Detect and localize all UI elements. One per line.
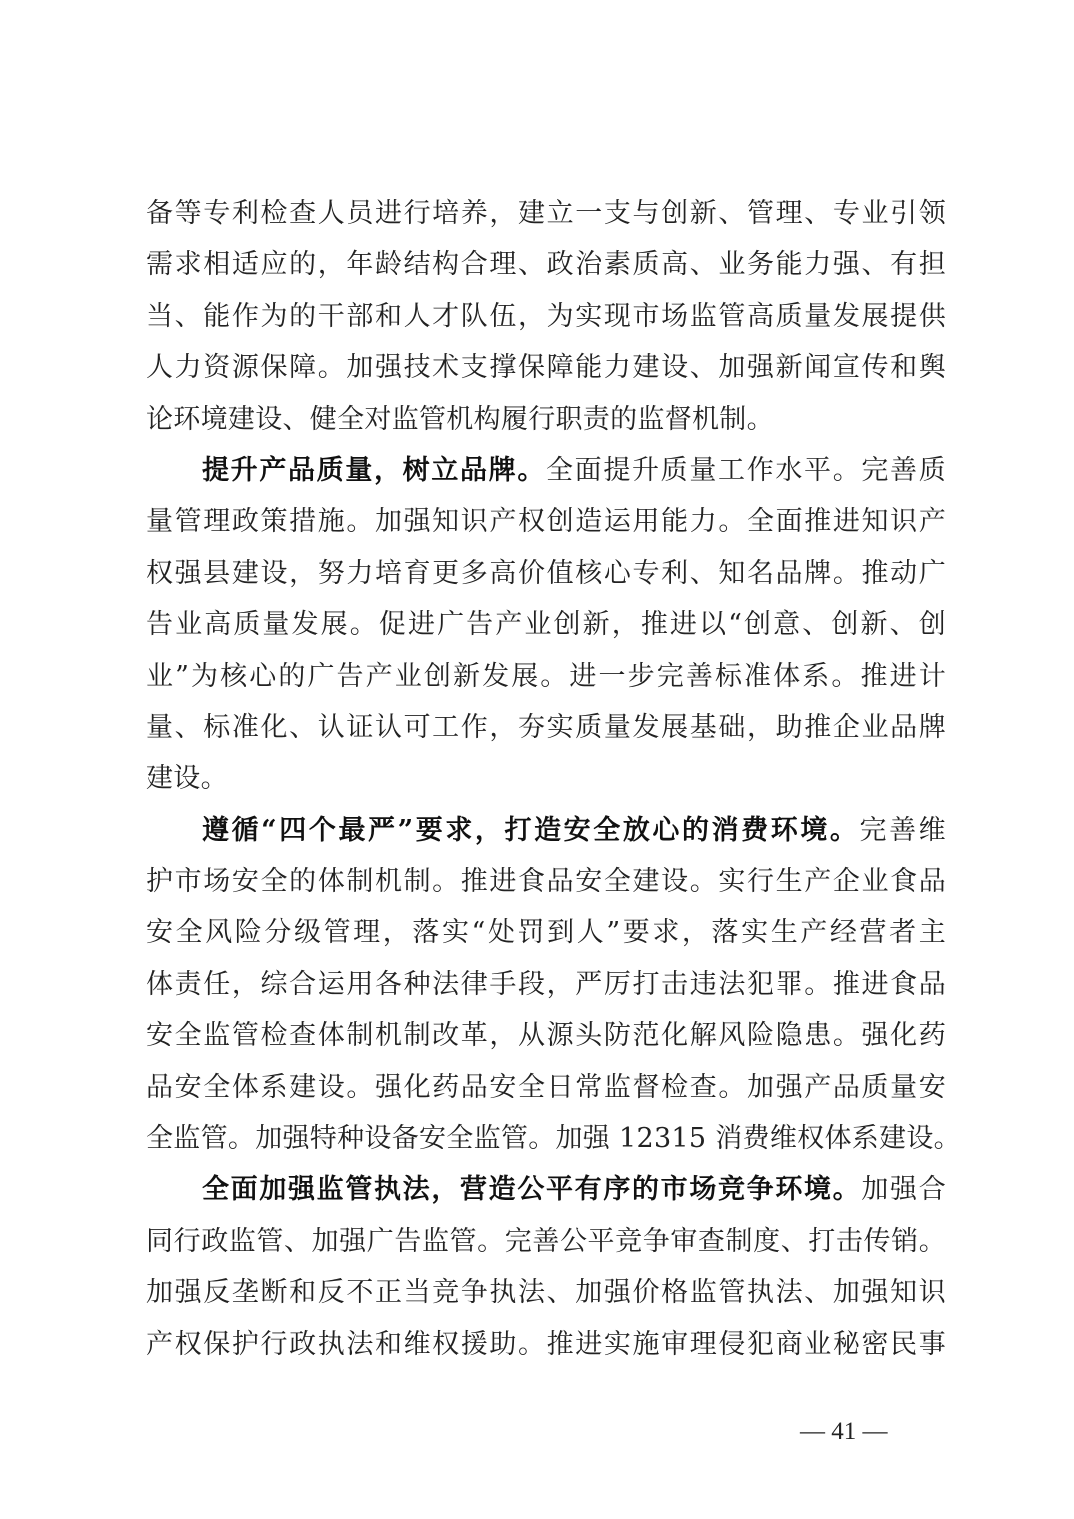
text-line [146,805,946,856]
text-line: 权强县建设，努力培育更多高价值核心专利、知名品牌。推动广 [146,557,946,589]
text-run: 完善维 [859,814,946,846]
text-line [146,445,946,496]
paragraph [146,445,946,805]
text-line: 量管理政策措施。加强知识产权创造运用能力。全面推进知识产 [146,506,946,538]
text-line: 安全监管检查体制机制改革，从源头防范化解风险隐患。强化药 [146,1020,946,1052]
text-line: 当、能作为的干部和人才队伍，为实现市场监管高质量发展提供 [146,300,946,332]
text-line: 论环境建设、健全对监管机构履行职责的监督机制。 [146,403,774,435]
text-line: 安全风险分级管理，落实“处罚到人”要求，落实生产经营者主 [146,917,946,949]
text-line: 同行政监管、加强广告监管。完善公平竞争审查制度、打击传销。 [146,1225,946,1257]
paragraph [146,1164,946,1370]
paragraph-heading: 提升产品质量，树立品牌。 [202,454,547,486]
text-line: 品安全体系建设。强化药品安全日常监督检查。加强产品质量安 [146,1071,946,1103]
paragraph [146,188,946,445]
text-line: 全监管。加强特种设备安全监管。加强 12315 消费维权体系建设。 [146,1123,961,1155]
text-line: 建设。 [146,763,228,795]
text-run: 全面提升质量工作水平。完善质 [546,454,946,486]
text-line: 量、标准化、认证认可工作，夯实质量发展基础，助推企业品牌 [146,711,946,743]
text-line: 体责任，综合运用各种法律手段，严厉打击违法犯罪。推进食品 [146,968,946,1000]
text-line: 备等专利检查人员进行培养，建立一支与创新、管理、专业引领 [146,198,946,229]
paragraph [146,805,961,1165]
text-line: 业”为核心的广告产业创新发展。进一步完善标准体系。推进计 [146,660,946,692]
page-number: — 41 — [800,1418,888,1445]
body-text [146,188,961,1370]
text-line: 人力资源保障。加强技术支撑保障能力建设、加强新闻宣传和舆 [146,352,946,384]
text-line: 需求相适应的，年龄结构合理、政治素质高、业务能力强、有担 [146,249,946,281]
text-line [146,1164,946,1215]
text-line: 加强反垄断和反不正当竞争执法、加强价格监管执法、加强知识 [146,1277,946,1309]
text-run: 加强合 [861,1174,946,1206]
paragraph-heading: 遵循“四个最严”要求，打造安全放心的消费环境。 [202,814,860,846]
paragraph-heading: 全面加强监管执法，营造公平有序的市场竞争环境。 [202,1174,862,1206]
text-line: 告业高质量发展。促进广告产业创新，推进以“创意、创新、创 [146,609,946,641]
text-line: 产权保护行政执法和维权援助。推进实施审理侵犯商业秘密民事 [146,1328,946,1360]
text-line: 护市场安全的体制机制。推进食品安全建设。实行生产企业食品 [146,866,946,898]
